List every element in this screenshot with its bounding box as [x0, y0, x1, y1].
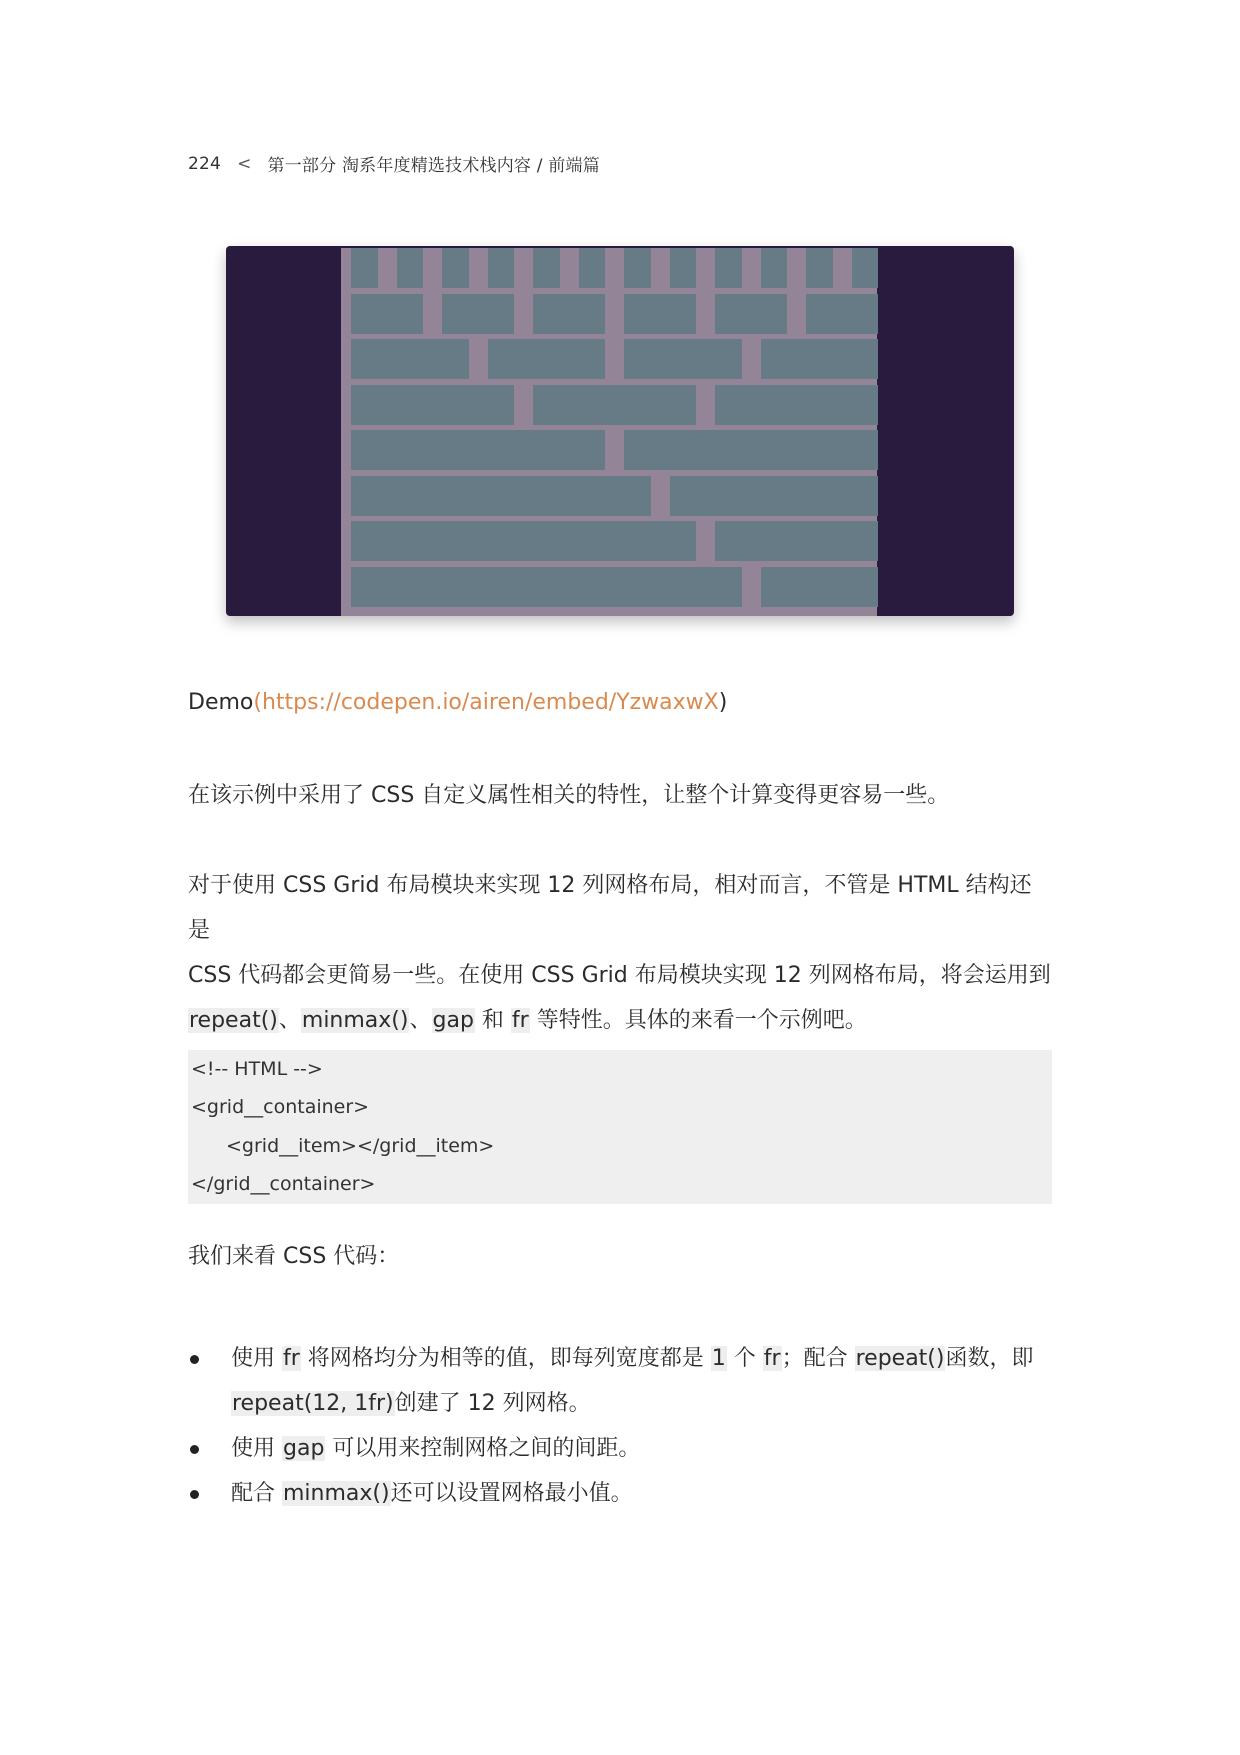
grid-cell	[806, 294, 878, 334]
list-item	[188, 1336, 1052, 1426]
grid-cell	[761, 339, 879, 379]
text-fragment: 创建了 12 列网格。	[394, 1391, 591, 1416]
inline-code: repeat()	[855, 1346, 945, 1371]
grid-cell	[533, 385, 696, 425]
text-fragment: 使用	[231, 1346, 282, 1371]
grid-demo-figure	[226, 246, 1014, 616]
page-number: 224	[188, 153, 222, 174]
grid-cell	[715, 294, 787, 334]
paragraph-line: CSS 代码都会更简易一些。在使用 CSS Grid 布局模块实现 12 列网格布局，将会运用到	[188, 963, 1051, 988]
grid-cell	[624, 430, 878, 470]
grid-cell	[624, 339, 742, 379]
text-fragment: 个	[726, 1346, 763, 1371]
inline-code: gap	[283, 1436, 325, 1461]
paragraph-line	[188, 998, 1052, 1043]
text-fragment: ；配合	[781, 1346, 855, 1371]
grid-cell	[351, 248, 378, 288]
inline-code: fr	[763, 1346, 781, 1371]
feature-bullet-list	[188, 1336, 1052, 1516]
code-line: <grid__container>	[191, 1096, 370, 1118]
text-fragment: 使用	[231, 1436, 282, 1461]
paragraph-css-custom-properties: 在该示例中采用了 CSS 自定义属性相关的特性，让整个计算变得更容易一些。	[188, 783, 950, 808]
text-fragment: 配合	[231, 1481, 282, 1506]
chapter-label: 前端篇	[548, 156, 600, 176]
grid-cell	[670, 248, 697, 288]
grid-cell	[533, 248, 560, 288]
text-fragment: 将网格均分为相等的值，即每列宽度都是	[300, 1346, 711, 1371]
code-line: </grid__container>	[191, 1173, 376, 1195]
section-label: 第一部分	[267, 156, 337, 176]
text-fragment: 还可以设置网格最小值。	[390, 1481, 633, 1506]
grid-cell	[806, 248, 833, 288]
demo-label: Demo	[188, 690, 254, 715]
twelve-column-grid	[341, 248, 877, 616]
grid-cell	[533, 294, 605, 334]
inline-code-minmax: minmax()	[301, 1008, 409, 1033]
book-title: 淘系年度精选技术栈内容	[341, 156, 532, 176]
grid-cell	[624, 294, 696, 334]
grid-cell	[761, 248, 788, 288]
grid-cell	[761, 567, 879, 607]
bullet-icon	[190, 1490, 199, 1499]
grid-cell	[579, 248, 606, 288]
grid-cell	[442, 248, 469, 288]
inline-code: minmax()	[283, 1481, 390, 1506]
grid-cell	[624, 248, 651, 288]
demo-link[interactable]: https://codepen.io/airen/embed/YzwaxwX	[261, 690, 719, 715]
grid-cell	[715, 521, 878, 561]
list-item	[188, 1426, 1052, 1471]
inline-code: repeat(12, 1fr)	[232, 1391, 394, 1416]
grid-cell	[488, 248, 515, 288]
grid-cell	[715, 248, 742, 288]
paragraph-css-code-intro: 我们来看 CSS 代码：	[188, 1244, 400, 1269]
punctuation: 、	[409, 1008, 432, 1033]
punctuation: 、	[278, 1008, 301, 1033]
demo-link-line	[188, 680, 1052, 725]
bullet-icon	[190, 1445, 199, 1454]
header-section	[268, 151, 600, 176]
grid-cell	[351, 339, 469, 379]
header-slash: /	[536, 156, 543, 176]
grid-cell	[442, 294, 514, 334]
running-header	[188, 151, 600, 176]
grid-cell	[351, 476, 651, 516]
demo-open-paren: (	[253, 690, 262, 715]
code-line: <grid__item></grid__item>	[226, 1135, 495, 1157]
inline-code: fr	[283, 1346, 300, 1371]
grid-cell	[852, 248, 879, 288]
grid-cell	[351, 430, 605, 470]
grid-cell	[351, 385, 514, 425]
bullet-icon	[190, 1355, 199, 1364]
grid-cell	[488, 339, 606, 379]
html-code-block	[188, 1050, 1052, 1204]
grid-cell	[351, 567, 742, 607]
grid-cell	[351, 294, 423, 334]
grid-cell	[715, 385, 878, 425]
text-fragment: 和	[474, 1008, 511, 1033]
inline-code-gap: gap	[432, 1008, 474, 1033]
inline-code: 1	[711, 1346, 726, 1371]
paragraph-line: 对于使用 CSS Grid 布局模块来实现 12 列网格布局，相对而言，不管是 HTML 结构还是	[188, 873, 1032, 943]
grid-cell	[670, 476, 879, 516]
code-line: <!-- HTML -->	[191, 1058, 323, 1080]
inline-code-fr: fr	[511, 1008, 529, 1033]
demo-close-paren: )	[718, 690, 728, 715]
grid-cell	[351, 521, 696, 561]
paragraph-grid-intro	[188, 863, 1052, 1043]
header-separator: <	[237, 153, 252, 174]
text-fragment: 函数，即	[945, 1346, 1034, 1371]
text-fragment: 等特性。具体的来看一个示例吧。	[529, 1008, 867, 1033]
list-item	[188, 1471, 1052, 1516]
text-fragment: 可以用来控制网格之间的间距。	[325, 1436, 641, 1461]
inline-code-repeat: repeat()	[189, 1008, 278, 1033]
grid-cell	[397, 248, 424, 288]
